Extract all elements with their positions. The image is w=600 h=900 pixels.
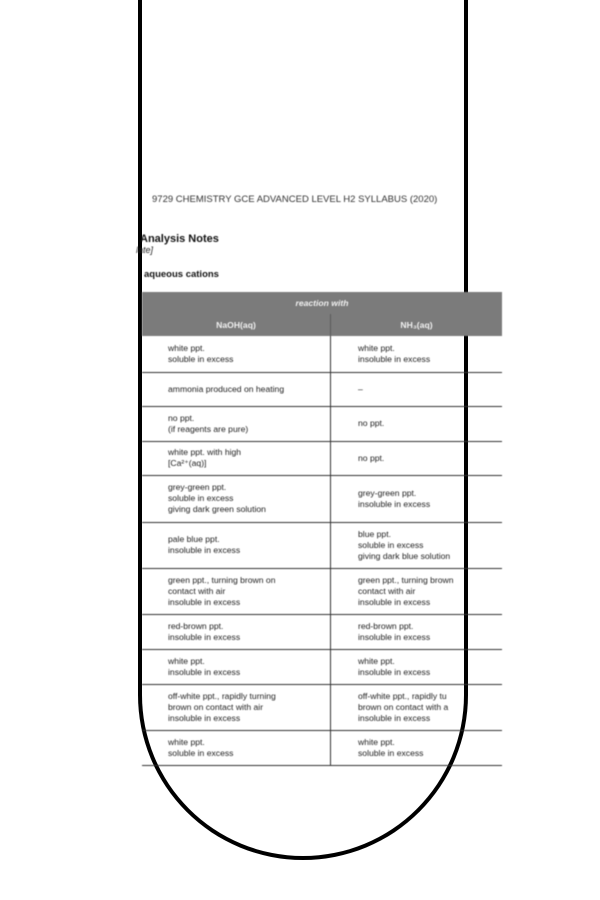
cell-text-line: insoluble in excess [168,631,241,642]
syllabus-header: 9729 CHEMISTRY GCE ADVANCED LEVEL H2 SYLLABUS (2020) [152,194,438,205]
cell-nh3-result [331,684,503,730]
cell-naoh-result [142,441,331,475]
cell-text-line: off-white ppt., rapidly tu [358,690,447,701]
cell-text-line: giving dark blue solution [358,550,451,561]
cell-text-line: soluble in excess [168,493,234,503]
table-row [142,372,502,406]
cell-nh3-result [331,406,503,441]
cell-text-line: blue ppt. [358,528,391,539]
cell-text-line: giving dark green solution [168,504,266,514]
cell-text-line: soluble in excess [358,747,424,758]
section-title: Analysis Notes [140,233,219,245]
cell-text-line: contact with air [168,585,226,596]
cell-text-line: pale blue ppt. [168,534,220,544]
table-row [142,649,502,684]
cell-text-line: – [358,383,363,394]
cell-text-line: no ppt. [168,412,195,423]
cell-text-line: white ppt. [358,736,395,747]
cell-nh3-result [331,372,503,406]
cell-text-line: white ppt. [168,342,205,353]
table-row [142,684,502,730]
cell-nh3-result [331,649,503,684]
cell-text-line: insoluble in excess [168,545,241,555]
cell-text-line: brown on contact with a [358,701,449,712]
table-body [142,336,502,765]
table-row [142,406,502,441]
cell-text-line: green ppt., turning brown [358,574,454,585]
table-row [142,614,502,649]
document-viewport [136,0,464,856]
cell-text-line: [Ca²⁺(aq)] [168,458,207,468]
cell-text-line: grey-green ppt. [168,482,227,492]
cell-text-line: insoluble in excess [358,712,431,723]
cell-text-line: white ppt. with high [168,447,242,457]
cell-nh3-result [331,441,503,475]
table-row [142,336,502,372]
cell-naoh-result [142,649,331,684]
cell-text-line: no ppt. [358,418,385,428]
cell-naoh-result [142,336,331,372]
section-subtitle: late] [136,245,154,255]
cation-reaction-table [142,292,502,766]
cell-text-line: grey-green ppt. [358,487,417,498]
cell-naoh-result [142,475,331,522]
cell-text-line: contact with air [358,585,416,596]
cell-nh3-result [331,568,503,614]
table-row [142,522,502,568]
cell-naoh-result [142,406,331,441]
cell-nh3-result [331,522,503,568]
test-tube-frame [138,0,468,860]
cell-naoh-result [142,614,331,649]
cell-text-line: no ppt. [358,452,385,463]
cell-text-line: soluble in excess [168,747,234,758]
cell-naoh-result [142,372,331,406]
cell-text-line: ammonia produced on heating [168,383,285,394]
table-heading: aqueous cations [144,269,219,280]
table-row [142,475,502,522]
cell-text-line: insoluble in excess [168,596,241,607]
group-header: reaction with [142,292,502,314]
cell-text-line: insoluble in excess [358,353,431,364]
column-header-naoh: NaOH(aq) [142,314,331,336]
cell-text-line: red-brown ppt. [168,620,224,631]
cell-text-line: white ppt. [168,736,205,747]
cell-naoh-result [142,730,331,765]
cell-nh3-result [331,475,503,522]
cell-nh3-result [331,614,503,649]
cell-text-line: white ppt. [358,342,395,353]
table-row [142,568,502,614]
cell-text-line: insoluble in excess [358,666,431,677]
table-row [142,730,502,765]
cell-nh3-result [331,730,503,765]
cell-text-line: insoluble in excess [358,631,431,642]
cell-naoh-result [142,568,331,614]
cell-text-line: insoluble in excess [168,666,241,677]
cell-text-line: white ppt. [358,655,395,666]
cell-text-line: soluble in excess [168,353,234,364]
cell-text-line: red-brown ppt. [358,620,414,631]
cell-text-line: white ppt. [168,655,205,666]
cell-text-line: insoluble in excess [358,498,431,509]
cell-text-line: insoluble in excess [168,712,241,723]
cell-nh3-result [331,336,503,372]
cell-text-line: soluble in excess [358,539,424,550]
column-header-nh3: NH₃(aq) [331,314,503,336]
cell-text-line: off-white ppt., rapidly turning [168,690,276,701]
table-group-header-row [142,292,502,314]
table-row [142,441,502,475]
cell-text-line: brown on contact with air [168,701,264,712]
cell-text-line: insoluble in excess [358,596,431,607]
cell-naoh-result [142,684,331,730]
table-column-header-row [142,314,502,336]
cell-naoh-result [142,522,331,568]
cell-text-line: (if reagents are pure) [168,423,249,434]
cell-text-line: green ppt., turning brown on [168,574,276,585]
